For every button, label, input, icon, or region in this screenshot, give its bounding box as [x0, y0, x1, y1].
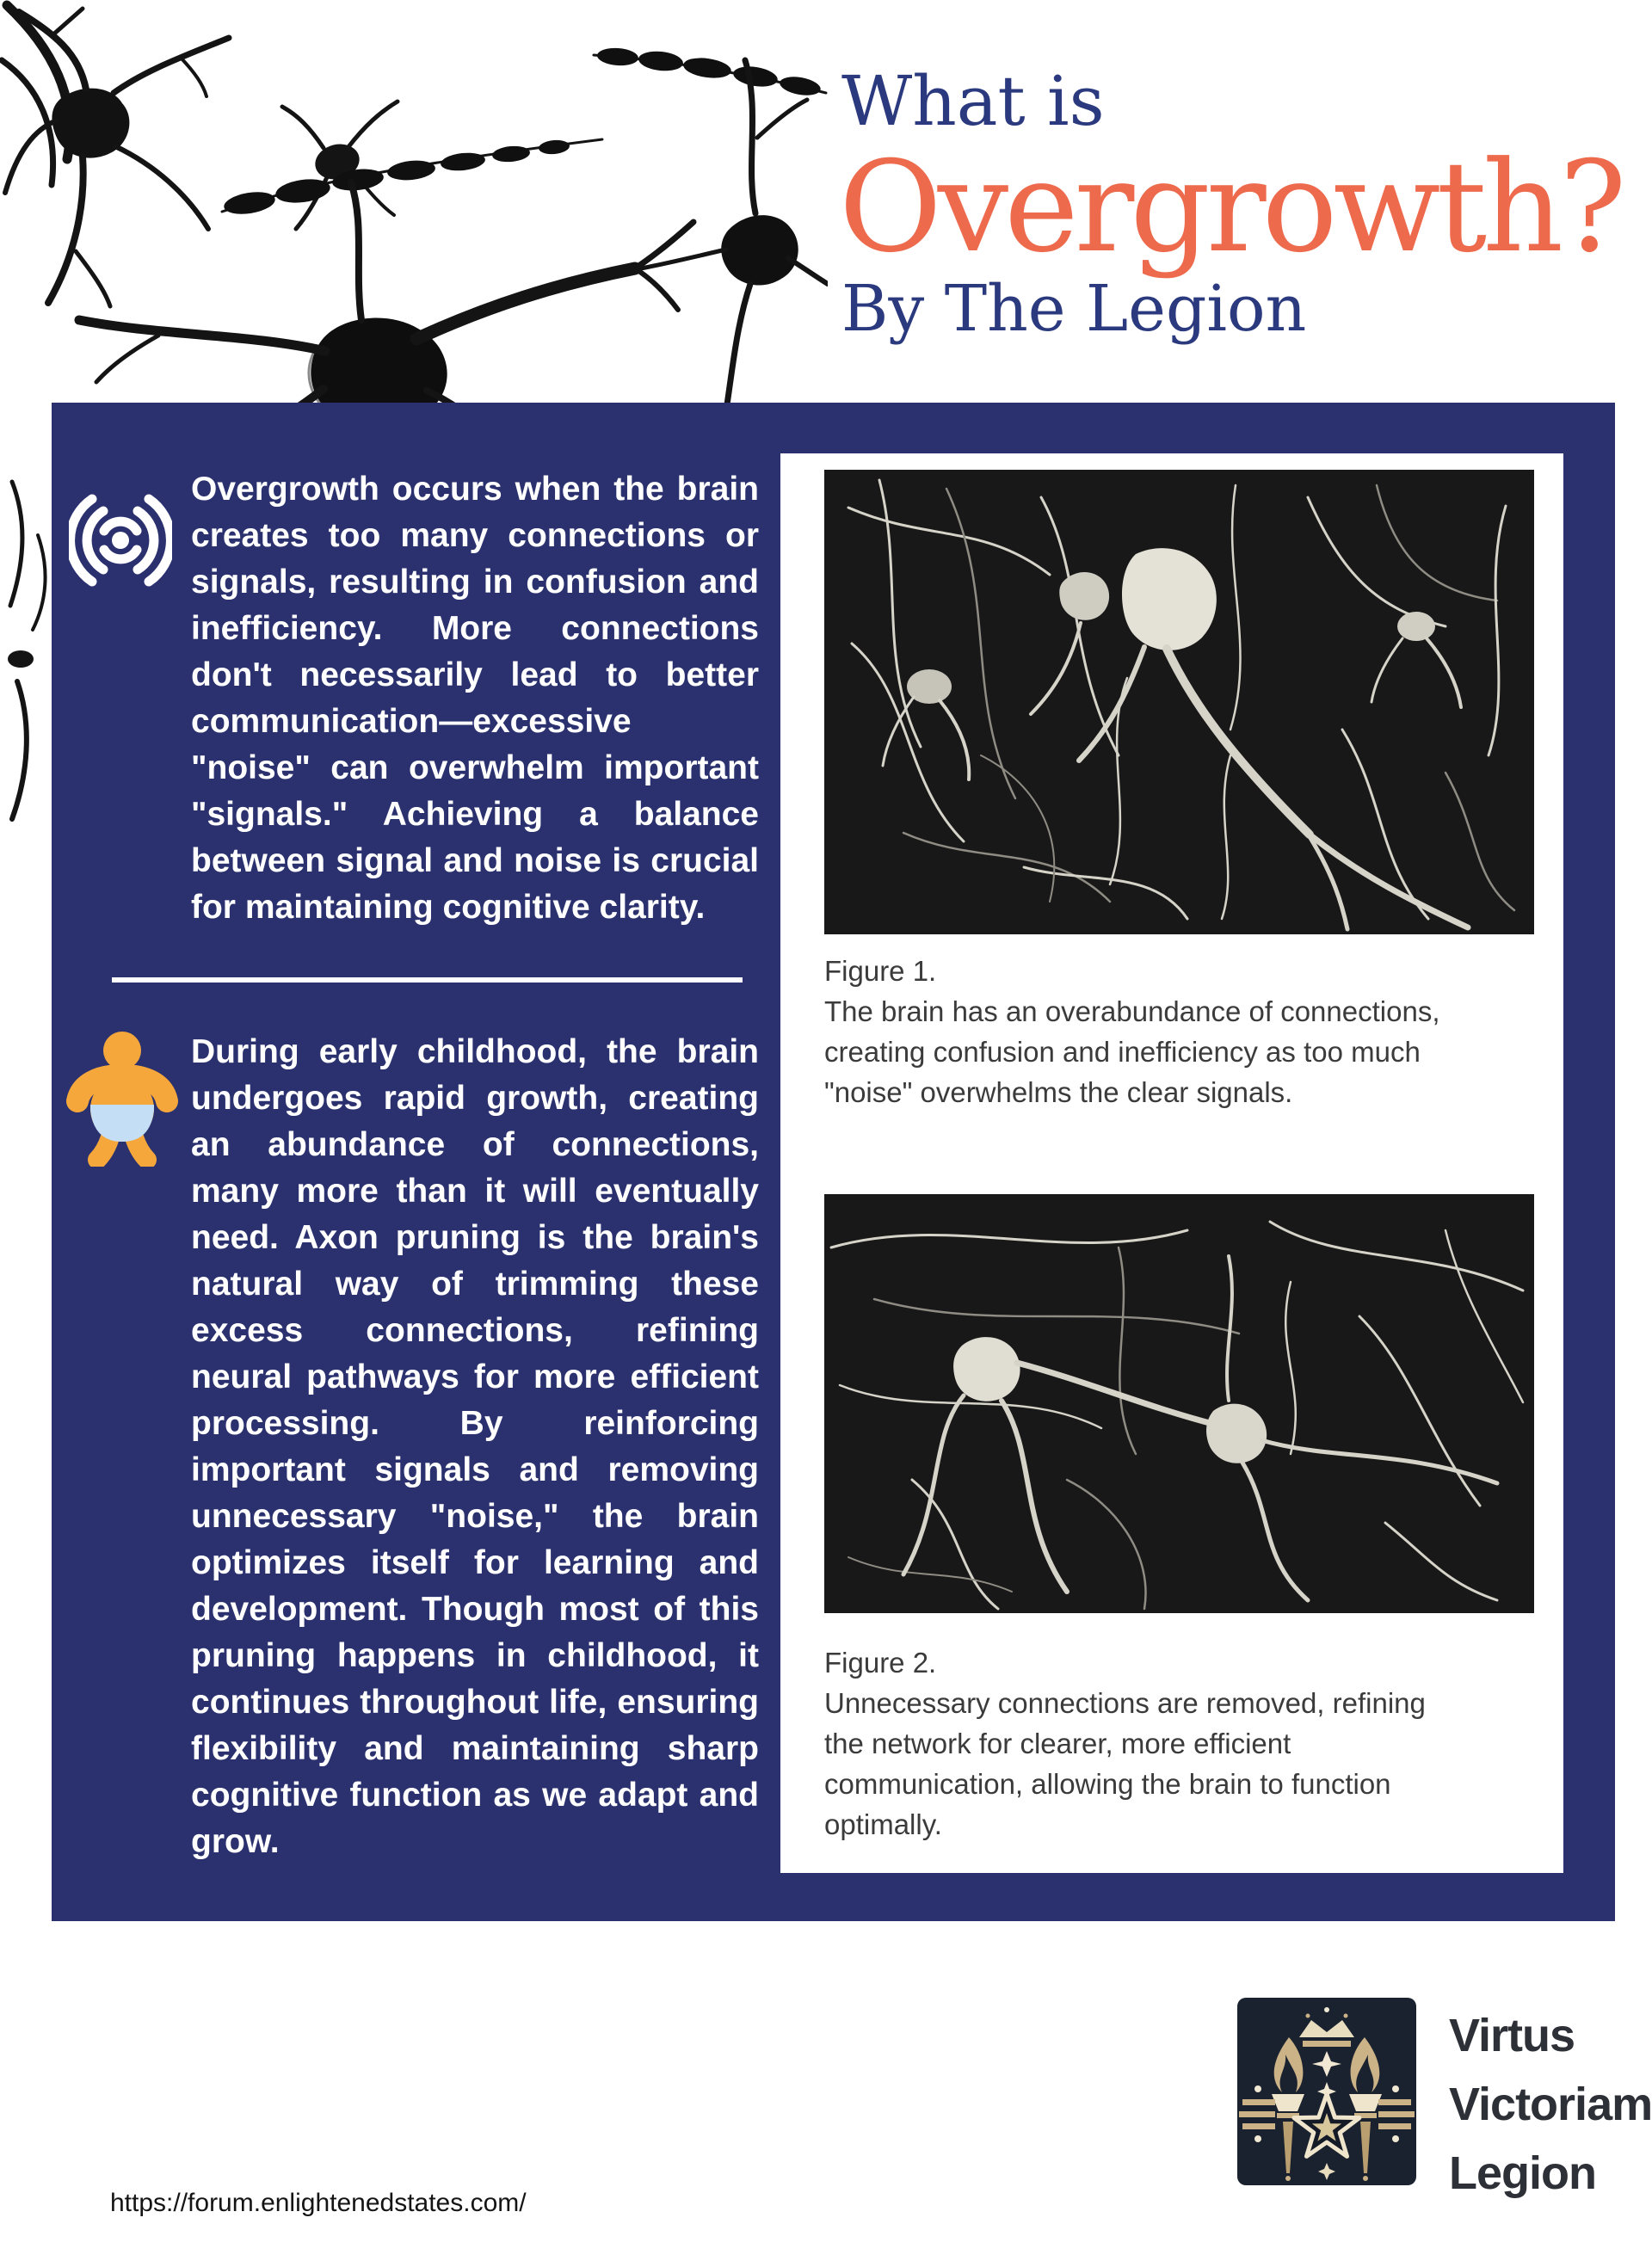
title-byline: By The Legion: [841, 272, 1307, 346]
page-title: Overgrowth?: [839, 134, 1623, 280]
title-prefix: What is: [841, 61, 1105, 141]
figure2-text: Unnecessary connections are removed, refining the network for clearer, more efficient communication, allowing the brain to function optimally.: [824, 1687, 1426, 1840]
legion-logo: [1237, 1998, 1416, 2185]
forum-url[interactable]: https://forum.enlightenedstates.com/: [110, 2189, 527, 2217]
figure1-caption: [824, 951, 1465, 1112]
figure1-label: Figure 1.: [824, 955, 937, 987]
broadcast-signal-icon: [69, 471, 172, 609]
development-paragraph: During early childhood, the brain undergoes rapid growth, creating an abundance of connections, many more than it will eventually need. Axon pruning is the brain's natural way of trimming these excess connections, refining neural pathways for more efficient processing. By reinforcing important signals and removing unnecessary "noise," the brain optimizes itself for learning and development. Though most of this pruning happens in childhood, it continues throughout life, ensuring flexibility and maintaining sharp cognitive function as we adapt and grow.: [191, 1033, 759, 1860]
figure2-label: Figure 2.: [824, 1647, 937, 1679]
figure1-neurons-image: [824, 470, 1534, 934]
figure1-text: The brain has an overabundance of connections, creating confusion and inefficiency as too much "noise" overwhelms the clear signals.: [824, 995, 1440, 1108]
content-panel: [52, 403, 1615, 1921]
brand-name: [1449, 2001, 1652, 2208]
brand-line: Victoriam: [1449, 2079, 1652, 2130]
figure2-caption: [824, 1642, 1465, 1845]
figure2-neurons-image: [824, 1194, 1534, 1613]
figures-card: [780, 453, 1563, 1873]
intro-paragraph: Overgrowth occurs when the brain creates too many connections or signals, resulting in confusion and inefficiency. More connections don't necessarily lead to better communication—excessive "noise" can overwhelm important "signals." Achieving a balance between signal and noise is crucial for maintaining cognitive clarity.: [191, 471, 759, 926]
section-divider: [112, 977, 743, 983]
brand-line: Virtus: [1449, 2010, 1575, 2061]
baby-icon: [65, 1027, 179, 1167]
brand-line: Legion: [1449, 2147, 1596, 2199]
